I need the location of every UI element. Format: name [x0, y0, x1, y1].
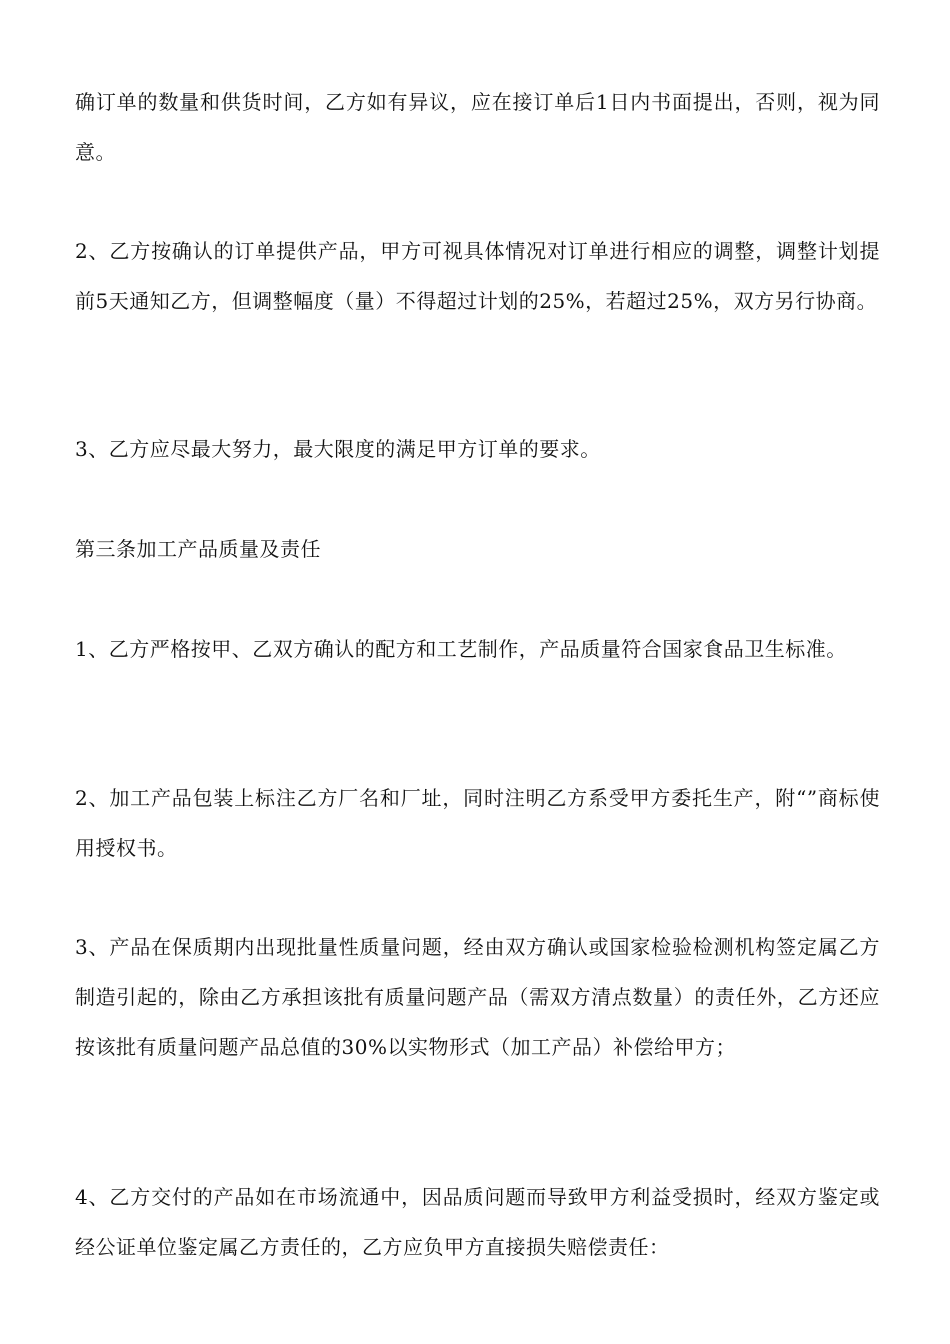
paragraph-batch-quality-issue: 3、产品在保质期内出现批量性质量问题，经由双方确认或国家检验检测机构签定属乙方制造引起的，除由乙方承担该批有质量问题产品（需双方清点数量）的责任外，乙方还应按该批有质量问题产品总值的30%以实物形式（加工产品）补偿给甲方；	[75, 935, 880, 1059]
paragraph-packaging-label: 2、加工产品包装上标注乙方厂名和厂址，同时注明乙方系受甲方委托生产，附“”商标使用授权书。	[75, 786, 880, 860]
section-heading-article-3: 第三条加工产品质量及责任	[75, 537, 321, 561]
paragraph-quality-standard: 1、乙方严格按甲、乙双方确认的配方和工艺制作，产品质量符合国家食品卫生标准。	[75, 637, 847, 661]
paragraph-market-liability: 4、乙方交付的产品如在市场流通中，因品质问题而导致甲方利益受损时，经双方鉴定或经公证单位鉴定属乙方责任的，乙方应负甲方直接损失赔偿责任：	[75, 1185, 880, 1259]
paragraph-best-effort: 3、乙方应尽最大努力，最大限度的满足甲方订单的要求。	[75, 437, 601, 461]
paragraph-order-confirmation: 确订单的数量和供货时间，乙方如有异议，应在接订单后1日内书面提出，否则，视为同意。	[75, 90, 880, 164]
paragraph-order-adjustment: 2、乙方按确认的订单提供产品，甲方可视具体情况对订单进行相应的调整，调整计划提前5天通知乙方，但调整幅度（量）不得超过计划的25%，若超过25%，双方另行协商。	[75, 239, 880, 313]
